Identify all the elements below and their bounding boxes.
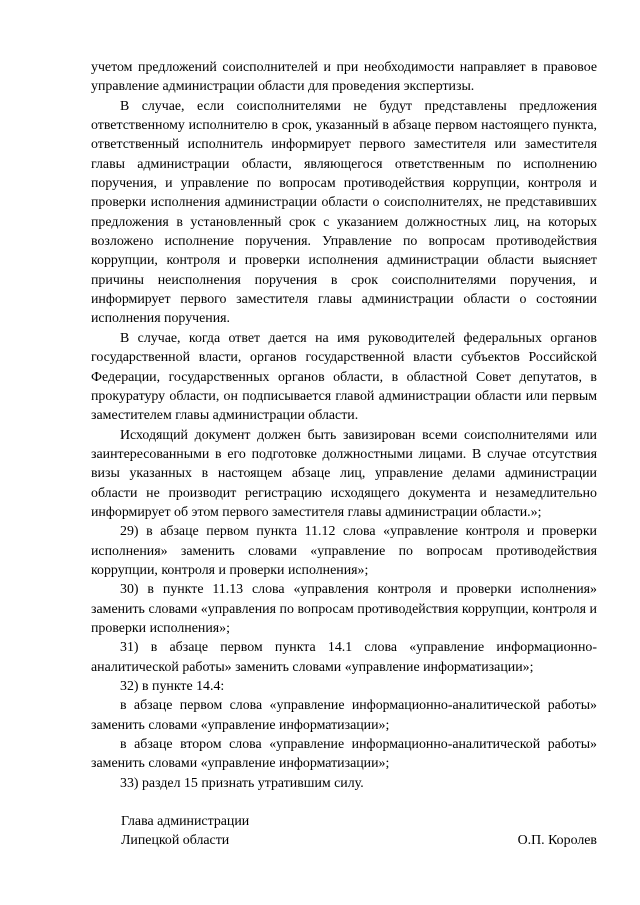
paragraph-signing-authority: В случае, когда ответ дается на имя руководителей федеральных органов государственной власти, органов государственной власти субъектов Российской Федерации, государственных органов области, в областной Совет депутатов, в прокуратуру области, он подписывается главой администрации области или первым заместителем главы администрации области. (91, 330, 597, 424)
paragraph-item-29: 29) в абзаце первом пункта 11.12 слова «управление контроля и проверки исполнения» заменить словами «управление по вопросам противодействия коррупции, контроля и проверки исполнения»; (91, 524, 597, 578)
signature-position-title: Глава администрации (121, 814, 250, 829)
paragraph-item-32-first: в абзаце первом слова «управление информационно-аналитической работы» заменить словами «управление информатизации»; (91, 698, 597, 733)
signature-line-1 (121, 812, 597, 831)
paragraph-outgoing-document: Исходящий документ должен быть завизирован всеми соисполнителями или заинтересованными в его подготовке должностными лицами. В случае отсутствия визы указанных в настоящем абзаце лиц, управление делами администрации области не производит регистрацию исходящего документа и незамедлительно информирует об этом первого заместителя главы администрации области.»; (91, 427, 597, 520)
paragraph-cosponsors-deadline: В случае, если соисполнителями не будут представлены предложения ответственному исполнителю в срок, указанный в абзаце первом настоящего пункта, ответственный исполнитель информирует первого заместителя или заместителя главы администрации области, являющегося ответственным по исполнению поручения, и управление по вопросам противодействия коррупции, контроля и проверки исполнения администрации области о соисполнителях, не представивших предложения в установленный срок с указанием должностных лиц, на которых возложено исполнение поручения. Управление по вопросам противодействия коррупции, контроля и проверки исполнения администрации области выясняет причины неисполнения поручения в срок соисполнителями поручения, и информирует первого заместителя главы администрации области о состоянии исполнения поручения. (91, 98, 597, 327)
signature-position-region: Липецкой области (121, 833, 230, 849)
paragraph-item-32: 32) в пункте 14.4: (120, 679, 225, 694)
paragraph-continuation: учетом предложений соисполнителей и при необходимости направляет в правовое управление администрации области для проведения экспертизы. (91, 60, 597, 95)
paragraph-item-32-second: в абзаце втором слова «управление информационно-аналитической работы» заменить словами «управление информатизации»; (91, 737, 597, 772)
paragraph-item-33: 33) раздел 15 признать утратившим силу. (120, 775, 364, 791)
paragraph-item-31: 31) в абзаце первом пункта 14.1 слова «управление информационно-аналитической работы» заменить словами «управление информатизации»; (91, 640, 597, 675)
signature-block (121, 812, 597, 851)
paragraph-item-30: 30) в пункте 11.13 слова «управления контроля и проверки исполнения» заменить словами «управления по вопросам противодействия коррупции, контроля и проверки исполнения»; (91, 582, 597, 636)
signature-name: О.П. Королев (517, 833, 597, 849)
document-body (91, 58, 597, 793)
signature-line-2 (121, 831, 597, 850)
